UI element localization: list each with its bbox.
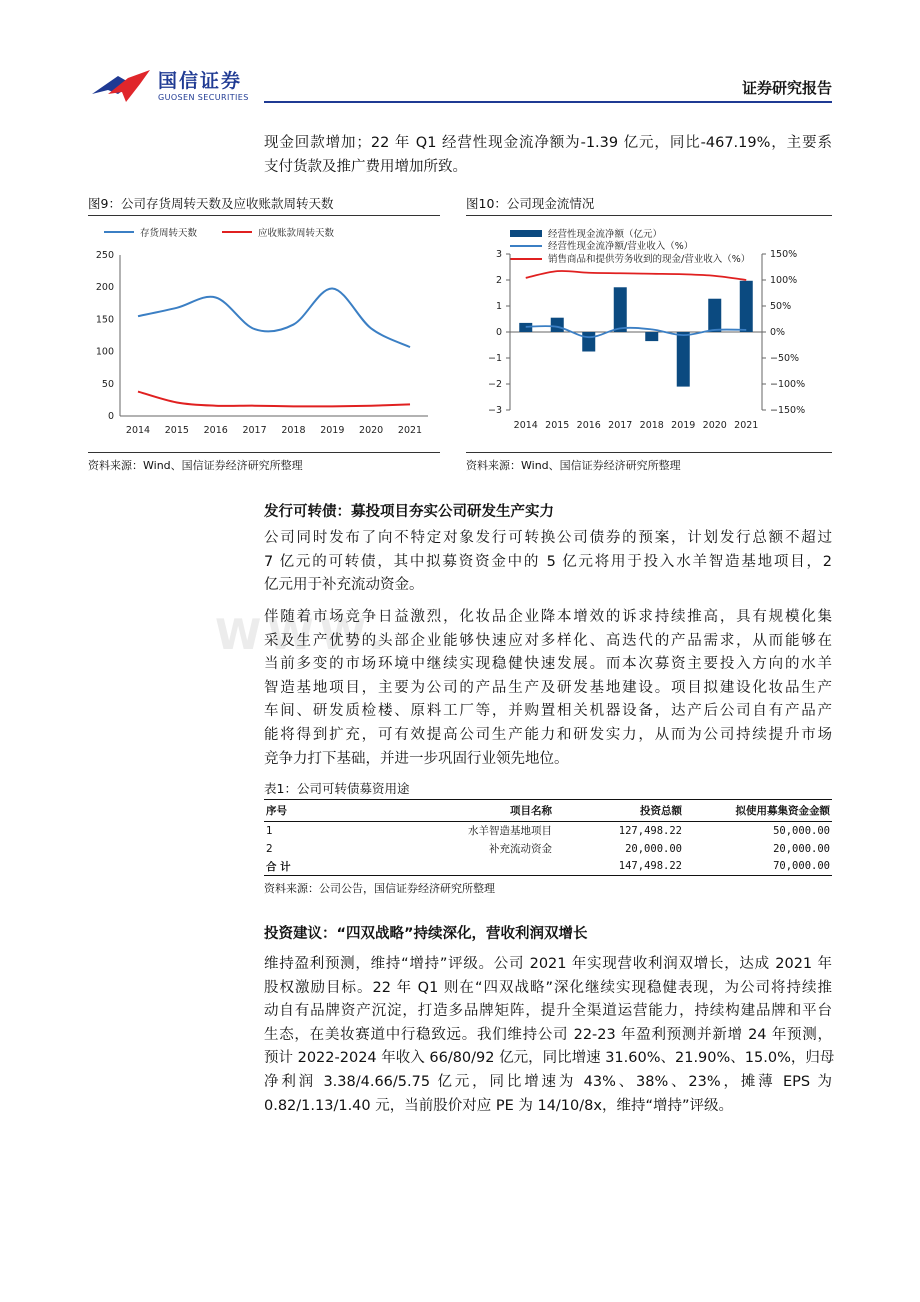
- text-line: 公司同时发布了向不特定对象发行可转换公司债券的预案，计划发行总额不超过: [264, 530, 832, 546]
- y-right-tick-label: 0%: [770, 327, 786, 338]
- y-right-tick-label: 150%: [770, 249, 798, 260]
- bar: [551, 318, 564, 332]
- table-cell: 127,498.22: [618, 824, 682, 837]
- x-tick-label: 2015: [545, 420, 570, 431]
- y-right-tick-label: −100%: [770, 379, 806, 390]
- table-cell: 147,498.22: [554, 858, 684, 876]
- text-line: 7 亿元的可转债，其中拟募资资金中的 5 亿元将用于投入水羊智造基地项目，2: [264, 553, 832, 570]
- report-type-label: 证券研究报告: [741, 79, 832, 97]
- text-line: 车间、研发质检楼、原料工厂等，并购置相关机器设备，达产后公司自有产品产: [264, 703, 832, 720]
- logo-mark-icon: [88, 64, 158, 108]
- bar: [708, 299, 721, 332]
- y-tick-label: 0: [495, 327, 502, 338]
- table-cell: 20,000.00: [625, 842, 682, 855]
- table-row: [264, 822, 832, 840]
- text-line: 能将得到扩充，可有效提高公司生产能力和研发实力，从而为公司持续提升市场: [264, 726, 832, 743]
- figure9-chart: [88, 218, 440, 450]
- text-line: 当前多变的市场环境中继续实现稳健快速发展。而本次募资主要投入方向的水羊: [264, 656, 832, 673]
- x-tick-label: 2019: [320, 425, 345, 436]
- table-cell: 70,000.00: [684, 858, 832, 876]
- table-cell: 20,000.00: [773, 842, 830, 855]
- text-line: 股权激励目标。22 年 Q1 则在“四双战略”深化继续实现稳健表现，为公司将持续推: [264, 979, 832, 996]
- header-divider: [264, 101, 832, 103]
- legend-label: 经营性现金流净额/营业收入（%）: [548, 241, 694, 252]
- y-tick-label: 3: [495, 249, 502, 260]
- figure9-top-rule: [88, 215, 440, 216]
- y-tick-label: 200: [95, 282, 114, 294]
- y-tick-label: 150: [95, 314, 114, 326]
- table-cell: [334, 858, 554, 876]
- table1-title: 表1：公司可转债募资用途: [264, 781, 410, 796]
- logo-chinese-name: 国信证券: [158, 70, 243, 92]
- x-tick-label: 2014: [125, 425, 151, 436]
- legend-label: 销售商品和提供劳务收到的现金/营业收入（%）: [548, 254, 751, 265]
- y-tick-label: −3: [487, 405, 502, 416]
- table-cell: 合 计: [264, 858, 334, 876]
- company-logo: [88, 64, 268, 108]
- table-row: [264, 840, 832, 858]
- text-line: 伴随着市场竞争日益激烈，化妆品企业降本增效的诉求持续推高，具有规模化集: [264, 609, 832, 625]
- y-tick-label: 0: [107, 411, 114, 422]
- y-tick-label: −1: [487, 353, 502, 364]
- series-line: [526, 271, 747, 280]
- text-line: 采及生产优势的头部企业能够快速应对多样化、高迭代的产品需求，从而能够在: [264, 632, 832, 649]
- y-right-tick-label: −50%: [770, 353, 800, 364]
- series-line: [138, 392, 410, 407]
- bar: [645, 332, 658, 341]
- x-tick-label: 2017: [242, 425, 267, 436]
- x-tick-label: 2015: [164, 425, 189, 436]
- text-line: 0.82/1.13/1.40 元，当前股价对应 PE 为 14/10/8x，维持“增持”评级。: [264, 1097, 733, 1114]
- x-tick-label: 2019: [671, 420, 696, 431]
- x-tick-label: 2016: [576, 420, 601, 431]
- section-title-convertible-bond: 发行可转债：募投项目夯实公司研发生产实力: [264, 504, 554, 520]
- section-title-investment-advice: 投资建议：“四双战略”持续深化，营收利润双增长: [264, 926, 588, 942]
- legend-label: 经营性现金流净额（亿元）: [548, 229, 663, 240]
- figure10-bottom-rule: [466, 452, 832, 453]
- y-tick-label: 50: [101, 378, 114, 390]
- figure10-title: 图10：公司现金流情况: [466, 196, 595, 211]
- y-tick-label: −2: [487, 379, 502, 390]
- text-line: 净利润 3.38/4.66/5.75 亿元，同比增速为 43%、38%、23%，摊薄 EPS 为: [264, 1073, 832, 1090]
- x-tick-label: 2014: [513, 420, 538, 431]
- table-cell: 50,000.00: [773, 824, 830, 837]
- text-line: 生态，在美妆赛道中行稳致远。我们维持公司 22-23 年盈利预测并新增 24 年预测，: [264, 1026, 832, 1043]
- figure10-source: 资料来源：Wind、国信证券经济研究所整理: [466, 459, 681, 472]
- legend-label: 应收账款周转天数: [258, 228, 335, 239]
- x-tick-label: 2020: [702, 420, 727, 431]
- text-line: 亿元用于补充流动资金。: [264, 577, 424, 594]
- table-cell: 水羊智造基地项目: [468, 825, 552, 838]
- x-tick-label: 2017: [608, 420, 633, 431]
- logo-english-name: GUOSEN SECURITIES: [158, 93, 249, 102]
- table-cell: 2: [266, 842, 273, 855]
- figure9-title: 图9：公司存货周转天数及应收账款周转天数: [88, 196, 334, 211]
- legend-swatch: [510, 230, 542, 237]
- figure10-chart: [466, 218, 832, 450]
- figure10-top-rule: [466, 215, 832, 216]
- table-header-row: [264, 800, 832, 822]
- table-header-cell: 投资总额: [554, 800, 684, 822]
- legend-label: 存货周转天数: [140, 228, 198, 239]
- x-tick-label: 2018: [639, 420, 664, 431]
- watermark: WWW.: [215, 610, 391, 659]
- y-tick-label: 2: [495, 275, 502, 286]
- y-tick-label: 1: [495, 301, 502, 312]
- text-line: 动自有品牌资产沉淀，打造多品牌矩阵，提升全渠道运营能力，持续构建品牌和平台: [264, 1003, 832, 1020]
- y-tick-label: 250: [95, 250, 114, 261]
- series-line: [138, 288, 410, 347]
- figure9-bottom-rule: [88, 452, 440, 453]
- section2-paragraph: [264, 953, 835, 1118]
- table-header-cell: 序号: [264, 800, 334, 822]
- x-tick-label: 2021: [397, 425, 423, 436]
- x-tick-label: 2016: [203, 425, 228, 436]
- x-tick-label: 2021: [734, 420, 759, 431]
- y-tick-label: 100: [95, 346, 114, 358]
- bar: [582, 332, 595, 352]
- table-total-row: [264, 858, 832, 876]
- bar: [740, 281, 753, 332]
- text-line: 竞争力打下基础，并进一步巩固行业领先地位。: [264, 750, 569, 767]
- bar: [614, 287, 627, 332]
- figure9-source: 资料来源：Wind、国信证券经济研究所整理: [88, 459, 303, 472]
- x-tick-label: 2020: [359, 425, 384, 436]
- table-header-cell: 项目名称: [334, 800, 554, 822]
- text-line: 现金回款增加；22 年 Q1 经营性现金流净额为-1.39 亿元，同比-467.19%，主要系: [264, 135, 832, 151]
- x-tick-label: 2018: [281, 425, 306, 436]
- y-right-tick-label: −150%: [770, 405, 806, 416]
- section1-paragraph-1: [264, 527, 832, 598]
- text-line: 智造基地项目，主要为公司的产品生产及研发基地建设。项目拟建设化妆品生产: [264, 679, 832, 696]
- table-cell: 补充流动资金: [489, 843, 552, 855]
- table-cell: 1: [266, 824, 273, 837]
- page-header: [0, 0, 920, 110]
- y-right-tick-label: 50%: [770, 301, 792, 312]
- text-line: 维持盈利预测，维持“增持”评级。公司 2021 年实现营收利润双增长，达成 2021 年: [264, 956, 832, 972]
- section1-paragraph-2: [264, 606, 832, 771]
- intro-paragraph: [264, 132, 832, 179]
- text-line: 预计 2022-2024 年收入 66/80/92 亿元，同比增速 31.60%、21.90%、15.0%，归母: [264, 1050, 835, 1067]
- table1-source: 资料来源：公司公告，国信证券经济研究所整理: [264, 882, 495, 895]
- y-right-tick-label: 100%: [770, 275, 798, 286]
- bar: [677, 332, 690, 387]
- text-line: 支付货款及推广费用增加所致。: [264, 158, 467, 175]
- fundraising-use-table: [264, 799, 832, 876]
- table-header-cell: 拟使用募集资金金额: [684, 800, 832, 822]
